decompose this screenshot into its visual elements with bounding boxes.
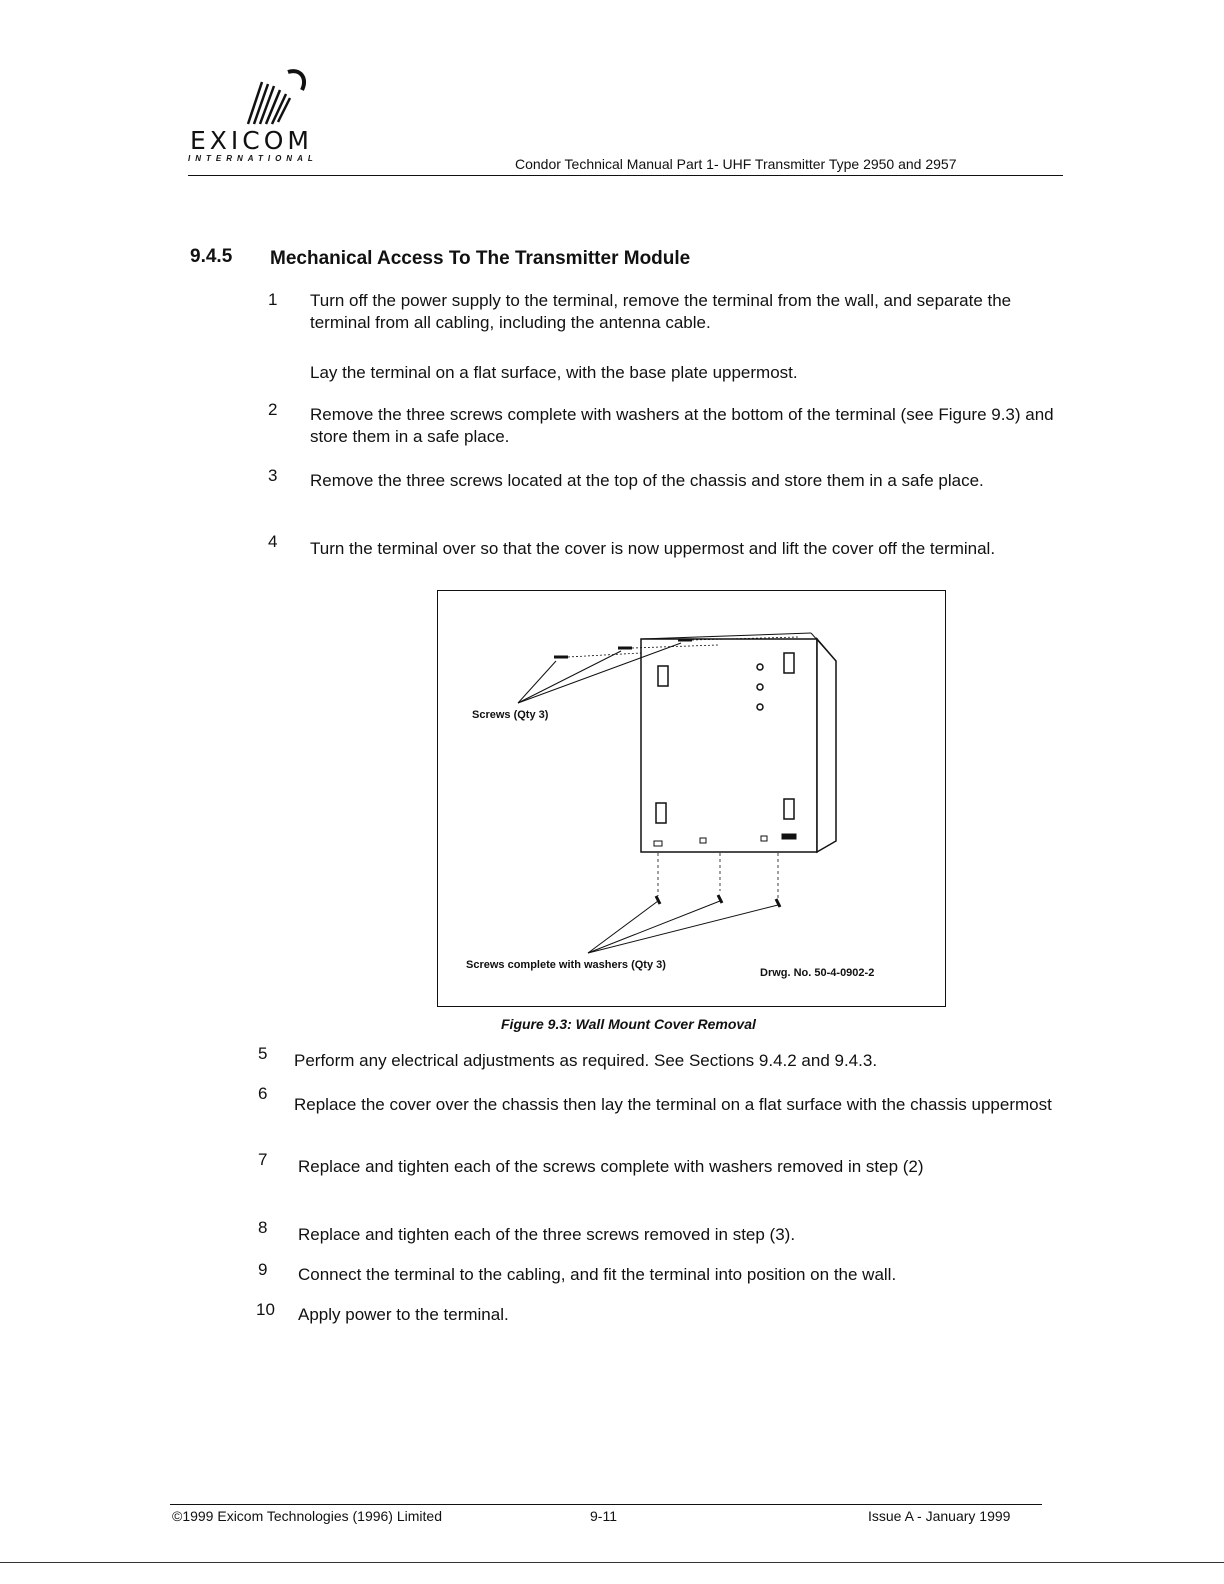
step-number: 5: [258, 1044, 268, 1063]
top-screws-label: Screws (Qty 3): [472, 709, 549, 721]
step-text: Remove the three screws complete with washers at the bottom of the terminal (see Figure 9.3) and store them in a safe place.: [310, 405, 1054, 446]
step-text: Replace and tighten each of the three screws removed in step (3).: [298, 1225, 796, 1244]
step-number: 7: [258, 1150, 268, 1169]
footer-issue: Issue A - January 1999: [868, 1508, 1011, 1524]
step-note: Lay the terminal on a flat surface, with the base plate uppermost.: [310, 363, 798, 382]
step-text: Replace and tighten each of the screws complete with washers removed in step (2): [298, 1157, 924, 1176]
step-text: Remove the three screws located at the top of the chassis and store them in a safe place.: [310, 471, 984, 490]
logo-wordmark: EXICOM: [190, 126, 313, 155]
section-number: 9.4.5: [190, 246, 233, 267]
footer-divider: [170, 1504, 1042, 1505]
step-text: Perform any electrical adjustments as required. See Sections 9.4.2 and 9.4.3.: [294, 1051, 878, 1070]
connector-icon: [784, 653, 794, 673]
step-text: Turn off the power supply to the terminal, remove the terminal from the wall, and separate the terminal from all cabling, including the antenna cable.: [310, 291, 1012, 332]
wall-mount-drawing: [438, 591, 945, 1006]
exicom-logo-icon: [228, 64, 310, 128]
step-number: 1: [268, 290, 278, 309]
footer-page-number: 9-11: [590, 1508, 617, 1524]
logo-subtitle: INTERNATIONAL: [188, 154, 318, 163]
step-number: 9: [258, 1260, 268, 1279]
step-text: Connect the terminal to the cabling, and fit the terminal into position on the wall.: [298, 1265, 897, 1284]
step-number: 10: [256, 1300, 275, 1319]
figure-frame: [437, 590, 946, 1007]
page-edge-line: [0, 1562, 1224, 1563]
step-text: Apply power to the terminal.: [298, 1305, 509, 1324]
connector-icon: [656, 803, 666, 823]
step-number: 2: [268, 400, 278, 419]
bottom-screw-icon: [656, 896, 660, 904]
connector-icon: [784, 799, 794, 819]
section-title: Mechanical Access To The Transmitter Module: [270, 248, 691, 269]
connector-icon: [658, 666, 668, 686]
bottom-screws-label: Screws complete with washers (Qty 3): [466, 959, 666, 971]
step-text: Turn the terminal over so that the cover is now uppermost and lift the cover off the terminal.: [310, 539, 996, 558]
chassis-side: [817, 639, 836, 852]
step-number: 8: [258, 1218, 268, 1237]
footer-copyright: ©1999 Exicom Technologies (1996) Limited: [172, 1508, 442, 1524]
header-divider: [188, 175, 1063, 176]
step-number: 6: [258, 1084, 268, 1103]
step-number: 3: [268, 466, 278, 485]
manual-title: Condor Technical Manual Part 1- UHF Transmitter Type 2950 and 2957: [515, 156, 957, 172]
figure-caption: Figure 9.3: Wall Mount Cover Removal: [501, 1016, 756, 1032]
step-number: 4: [268, 532, 278, 551]
drawing-number: Drwg. No. 50-4-0902-2: [760, 967, 875, 979]
step-text: Replace the cover over the chassis then lay the terminal on a flat surface with the chassis uppermost: [294, 1095, 1052, 1114]
